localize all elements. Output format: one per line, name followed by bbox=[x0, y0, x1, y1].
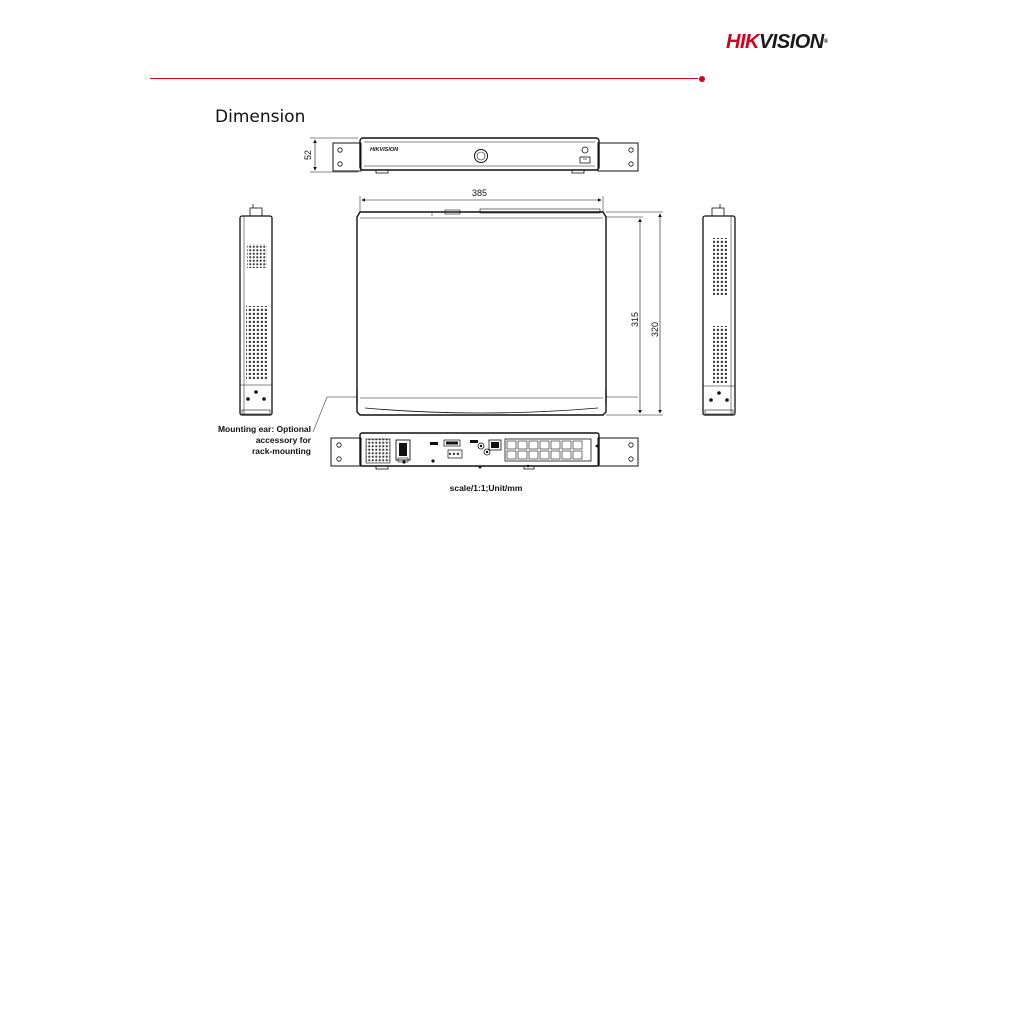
dim-width: 385 bbox=[472, 188, 488, 198]
top-view bbox=[327, 209, 638, 415]
dim-depth-total: 320 bbox=[650, 321, 660, 337]
note-mounting-line1: Mounting ear: Optional bbox=[217, 424, 311, 434]
right-side-view bbox=[703, 204, 735, 415]
logo-vision: VISION bbox=[758, 31, 824, 53]
depth-dimensions bbox=[606, 212, 663, 415]
section-title: Dimension bbox=[215, 107, 306, 127]
front-brand-label: HIKVISION bbox=[370, 147, 399, 153]
rear-view bbox=[331, 433, 638, 469]
front-view bbox=[333, 138, 638, 173]
dim-height: 52 bbox=[303, 149, 313, 160]
logo-registered: ® bbox=[823, 39, 828, 45]
scale-caption: scale/1:1;Unit/mm bbox=[449, 483, 523, 493]
note-mounting-line3: rack-mounting bbox=[251, 446, 311, 456]
dim-depth-body: 315 bbox=[630, 311, 640, 327]
logo-hik: HIK bbox=[726, 31, 759, 53]
note-mounting-line2: accessory for bbox=[255, 435, 311, 445]
poe-ports bbox=[505, 439, 591, 461]
left-side-view bbox=[240, 204, 272, 415]
